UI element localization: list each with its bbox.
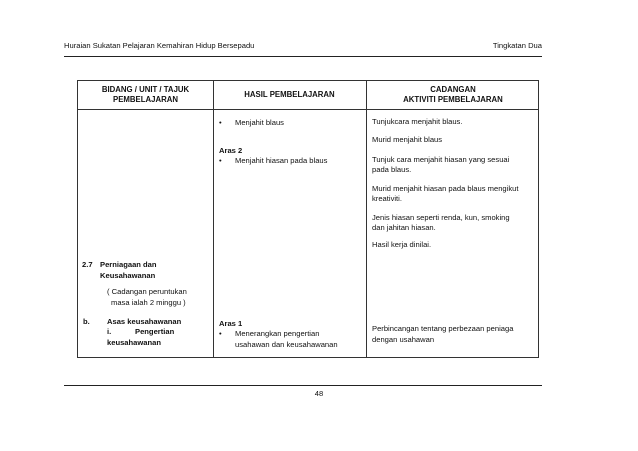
subsection-item-line1: Pengertian [135, 327, 175, 336]
page-header [64, 38, 542, 52]
column-header-outcomes: HASIL PEMBELAJARAN [244, 90, 335, 99]
section-number: 2.7 [82, 260, 93, 269]
column-header-topic: BIDANG / UNIT / TAJUK PEMBELAJARAN [101, 85, 190, 104]
bullet-icon: • [219, 329, 222, 338]
outcome-item-line2: usahawan dan keusahawanan [235, 340, 338, 349]
subsection-item-line2: keusahawanan [107, 338, 162, 347]
header-rule [64, 56, 542, 57]
footer-rule [64, 385, 542, 386]
activity-item-line2: pada blaus. [372, 165, 412, 174]
page-number: 48 [314, 389, 324, 398]
header-row-divider [78, 109, 538, 110]
column-divider [213, 81, 214, 357]
activity-item-line2: dan jahitan hiasan. [372, 223, 436, 232]
subsection-item-number: i. [107, 327, 112, 336]
activity-item: Hasil kerja dinilai. [372, 240, 432, 249]
subsection-letter: b. [83, 317, 90, 326]
level-label: Aras 2 [219, 146, 243, 155]
bullet-icon: • [219, 118, 222, 127]
subsection-title: Asas keusahawanan [107, 317, 182, 326]
section-title-line2: Keusahawanan [100, 271, 156, 280]
document-title: Huraian Sukatan Pelajaran Kemahiran Hidup Bersepadu [64, 41, 255, 50]
duration-note-line2: masa ialah 2 minggu ) [111, 298, 186, 307]
activity-item-line1: Perbincangan tentang perbezaan peniaga [372, 324, 514, 333]
level-label: Aras 1 [219, 319, 243, 328]
outcome-item-line1: Menerangkan pengertian [235, 329, 320, 338]
activity-item: Tunjukcara menjahit blaus. [372, 117, 463, 126]
activity-item-line1: Tunjuk cara menjahit hiasan yang sesuai [372, 155, 510, 164]
syllabus-table [77, 80, 539, 358]
grade-label: Tingkatan Dua [492, 41, 542, 50]
outcome-item: Menjahit hiasan pada blaus [235, 156, 328, 165]
bullet-icon: • [219, 156, 222, 165]
activity-item-line1: Jenis hiasan seperti renda, kun, smoking [372, 213, 510, 222]
column-header-activities: CADANGAN AKTIVITI PEMBELAJARAN [403, 85, 503, 104]
section-title-line1: Perniagaan dan [100, 260, 157, 269]
activity-item-line2: kreativiti. [372, 194, 402, 203]
duration-note-line1: ( Cadangan peruntukan [107, 287, 187, 296]
activity-item: Murid menjahit blaus [372, 135, 443, 144]
activity-item-line2: dengan usahawan [372, 335, 435, 344]
activity-item-line1: Murid menjahit hiasan pada blaus mengikut [372, 184, 519, 193]
outcome-item: Menjahit blaus [235, 118, 284, 127]
column-divider [366, 81, 367, 357]
